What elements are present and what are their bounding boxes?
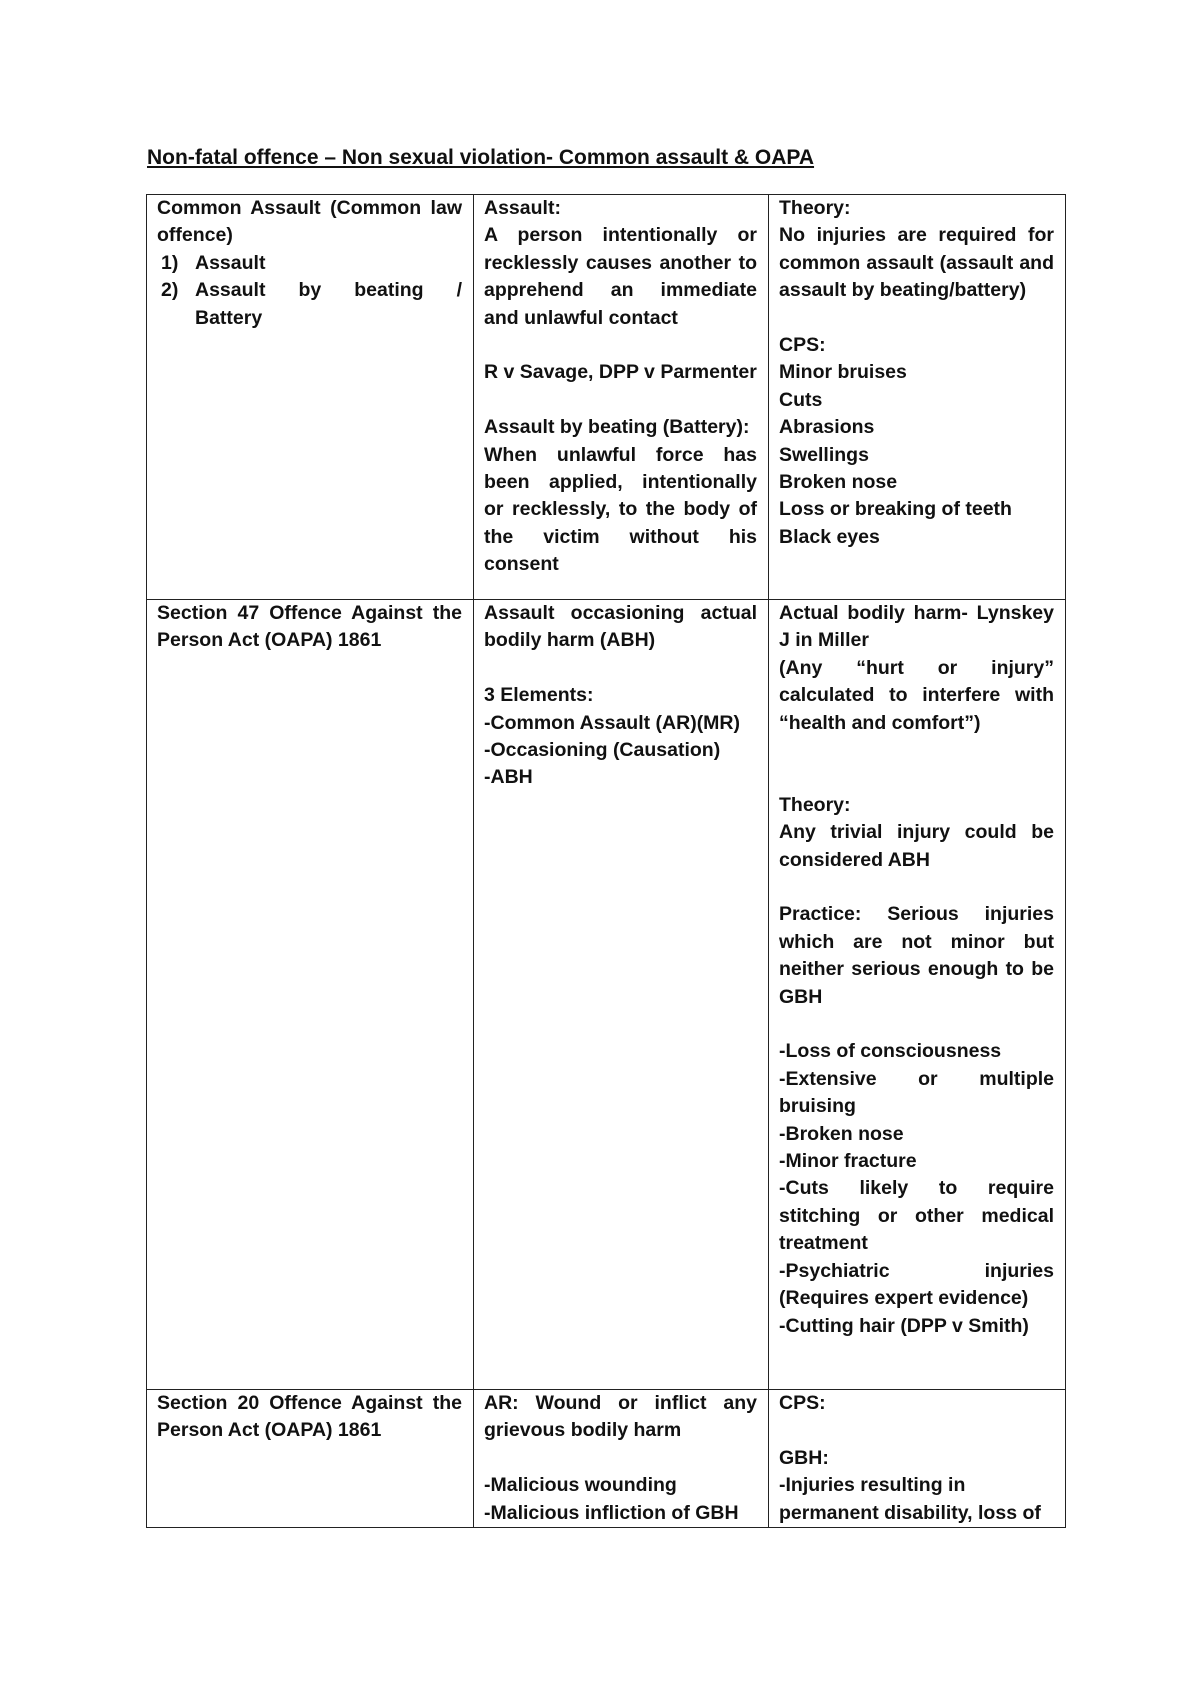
notes-cell (769, 1390, 1066, 1528)
table-row-section-20 (147, 1390, 1066, 1528)
notes-line: which are not minor but (779, 930, 1054, 953)
blank-line (779, 764, 1054, 791)
blank-line (779, 874, 1054, 901)
notes-line: Any trivial injury could be (779, 821, 1054, 844)
offence-table (146, 194, 1066, 1528)
list-item (161, 250, 462, 277)
blank-line (779, 1011, 1054, 1038)
notes-line: Theory: (779, 793, 851, 816)
notes-line: No injuries are required for (779, 224, 1054, 247)
definition-line: been applied, intentionally (484, 471, 757, 494)
list-number: 1) (161, 251, 179, 274)
notes-line: Abrasions (779, 416, 875, 439)
offence-title-line: Person Act (OAPA) 1861 (157, 1419, 382, 1442)
list-item-text: Assault (195, 251, 266, 274)
definition-line: Assault by beating (Battery): (484, 416, 750, 439)
notes-cell (769, 195, 1066, 600)
notes-line: Black eyes (779, 525, 880, 548)
definition-line: apprehend an immediate (484, 279, 757, 302)
offence-title-line: Person Act (OAPA) 1861 (157, 629, 382, 652)
notes-line: bruising (779, 1095, 856, 1118)
notes-line: GBH: (779, 1446, 829, 1469)
notes-line: -Broken nose (779, 1122, 904, 1145)
definition-line: -Occasioning (Causation) (484, 739, 721, 762)
notes-line: calculated to interfere with (779, 684, 1054, 707)
notes-cell (769, 600, 1066, 1390)
notes-line: -Cuts likely to require (779, 1177, 1054, 1200)
notes-line: treatment (779, 1232, 868, 1255)
table-row-common-assault (147, 195, 1066, 600)
definition-line: the victim without his (484, 525, 757, 548)
notes-line: stitching or other medical (779, 1204, 1054, 1227)
table-row-section-47 (147, 600, 1066, 1390)
notes-line: Cuts (779, 388, 823, 411)
notes-line: Minor bruises (779, 361, 907, 384)
notes-line: -Injuries resulting in (779, 1474, 966, 1497)
definition-line: -Malicious wounding (484, 1474, 677, 1497)
definition-line: consent (484, 553, 559, 576)
definition-line: -ABH (484, 766, 533, 789)
blank-line (779, 1417, 1054, 1444)
definition-line: recklessly causes another to (484, 251, 757, 274)
definition-line: AR: Wound or inflict any (484, 1392, 757, 1414)
definition-line: A person intentionally or (484, 224, 757, 247)
offence-cell (147, 1390, 474, 1528)
definition-line: When unlawful force has (484, 443, 757, 466)
notes-line: considered ABH (779, 848, 930, 871)
notes-line: GBH (779, 985, 823, 1008)
definition-cell (474, 195, 769, 600)
notes-line: -Loss of consciousness (779, 1040, 1002, 1063)
definition-line: -Common Assault (AR)(MR) (484, 711, 741, 734)
offence-title-line: offence) (157, 224, 233, 247)
notes-line: (Requires expert evidence) (779, 1287, 1029, 1310)
notes-line: Loss or breaking of teeth (779, 498, 1012, 521)
offence-title-line: Common Assault (Common law (157, 197, 462, 219)
notes-line: permanent disability, loss of (779, 1501, 1041, 1524)
offence-cell (147, 195, 474, 600)
blank-line (484, 332, 757, 359)
notes-line: -Extensive or multiple (779, 1067, 1054, 1090)
notes-line: Theory: (779, 197, 851, 219)
list-item-text: Assault by beating / (195, 279, 462, 302)
definition-line: Assault: (484, 197, 561, 219)
definition-line: grievous bodily harm (484, 1419, 682, 1442)
notes-line: -Psychiatric injuries (779, 1259, 1054, 1282)
notes-line: (Any “hurt or injury” (779, 656, 1054, 679)
notes-line: “health and comfort”) (779, 711, 981, 734)
definition-line: 3 Elements: (484, 684, 594, 707)
offence-title-line: Section 20 Offence Against the (157, 1392, 462, 1414)
document-title: Non-fatal offence – Non sexual violation- Common assault & OAPA (147, 146, 815, 169)
notes-line: Practice: Serious injuries (779, 903, 1054, 926)
notes-line: assault by beating/battery) (779, 279, 1027, 302)
notes-line: Actual bodily harm- Lynskey (779, 602, 1054, 624)
offence-cell (147, 600, 474, 1390)
list-item (161, 277, 462, 332)
definition-line: or recklessly, to the body of (484, 498, 757, 521)
blank-line (484, 655, 757, 682)
definition-cell (474, 1390, 769, 1528)
definition-line: Assault occasioning actual (484, 602, 757, 624)
notes-line: Swellings (779, 443, 869, 466)
notes-line: Broken nose (779, 471, 898, 494)
offence-title-line: Section 47 Offence Against the (157, 602, 462, 624)
notes-line: -Minor fracture (779, 1150, 917, 1173)
blank-line (484, 387, 757, 414)
offence-sublist (157, 250, 462, 332)
notes-line: J in Miller (779, 629, 869, 652)
notes-line: -Cutting hair (DPP v Smith) (779, 1314, 1029, 1337)
blank-line (779, 737, 1054, 764)
definition-cell (474, 600, 769, 1390)
list-number: 2) (161, 279, 179, 302)
notes-line: neither serious enough to be (779, 958, 1054, 981)
definition-line: and unlawful contact (484, 306, 678, 329)
definition-line: bodily harm (ABH) (484, 629, 656, 652)
notes-line: CPS: (779, 1392, 826, 1414)
list-item-text: Battery (195, 306, 263, 329)
definition-line: -Malicious infliction of GBH (484, 1501, 739, 1524)
blank-line (484, 1445, 757, 1472)
blank-line (779, 305, 1054, 332)
notes-line: CPS: (779, 334, 826, 357)
notes-line: common assault (assault and (779, 251, 1054, 274)
case-reference: R v Savage, DPP v Parmenter (484, 361, 757, 384)
